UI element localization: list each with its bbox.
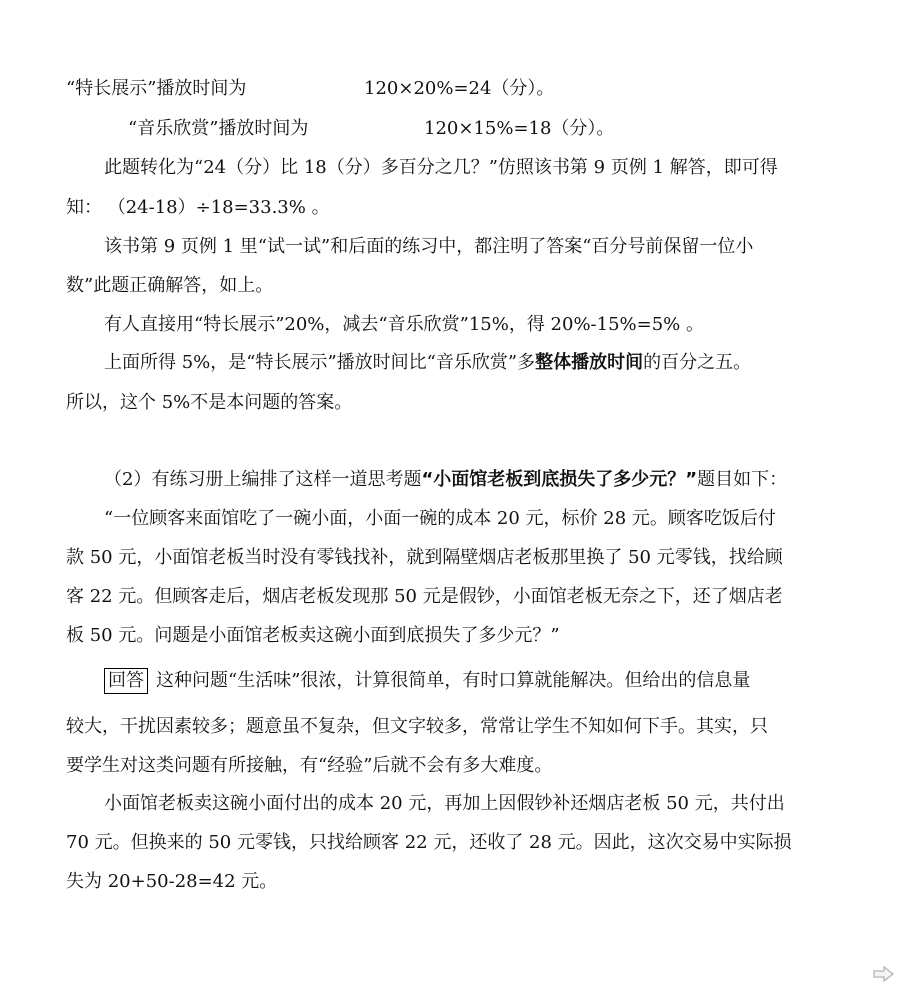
- formula: 120×20%=24（分）。: [364, 78, 555, 99]
- text-line: 要学生对这类问题有所接触，有“经验”后就不会有多大难度。: [66, 755, 553, 776]
- text-line: 客 22 元。但顾客走后，烟店老板发现那 50 元是假钞，小面馆老板无奈之下，还了烟店老: [66, 586, 783, 607]
- text-line: “一位顾客来面馆吃了一碗小面，小面一碗的成本 20 元，标价 28 元。顾客吃饭后付: [104, 508, 776, 529]
- text-line: 该书第 9 页例 1 里“试一试”和后面的练习中，都注明了答案“百分号前保留一位小: [104, 236, 754, 257]
- text-line: [104, 668, 750, 694]
- text: 上面所得 5%，是“特长展示”播放时间比“音乐欣赏”多: [104, 352, 536, 373]
- arrow-right-icon[interactable]: [873, 966, 895, 982]
- text-line: 较大，干扰因素较多；题意虽不复杂，但文字较多，常常让学生不知如何下手。其实，只: [66, 716, 768, 737]
- answer-label-box: 回答: [104, 668, 148, 694]
- text: 的百分之五。: [643, 352, 752, 373]
- bold-phrase: 整体播放时间: [535, 352, 644, 373]
- text-line: 有人直接用“特长展示”20%，减去“音乐欣赏”15%，得 20%-15%=5% 。: [104, 314, 705, 335]
- text-line: [104, 468, 787, 492]
- text-line: 小面馆老板卖这碗小面付出的成本 20 元，再加上因假钞补还烟店老板 50 元，共付出: [104, 793, 785, 814]
- bold-title: “小面馆老板到底损失了多少元？”: [421, 469, 698, 490]
- text-line: 知： （24-18）÷18=33.3% 。: [66, 197, 330, 218]
- text-line: 70 元。但换来的 50 元零钱，只找给顾客 22 元，还收了 28 元。因此，这次交易中实际损: [66, 832, 792, 853]
- text-line: 数”此题正确解答，如上。: [66, 275, 274, 296]
- text-line: 款 50 元，小面馆老板当时没有零钱找补，就到隔壁烟店老板那里换了 50 元零钱，找给顾: [66, 547, 783, 568]
- text-line: “音乐欣赏”播放时间为: [128, 118, 309, 139]
- arrow-right-icon-svg: [873, 966, 895, 982]
- text: 题目如下：: [697, 469, 788, 490]
- text-line: [104, 351, 751, 375]
- text-line: 板 50 元。问题是小面馆老板卖这碗小面到底损失了多少元？”: [66, 625, 560, 646]
- text-line: 此题转化为“24（分）比 18（分）多百分之几？”仿照该书第 9 页例 1 解答，即可得: [104, 157, 778, 178]
- formula: 120×15%=18（分）。: [424, 118, 615, 139]
- text: “特长展示”播放时间为: [66, 78, 247, 99]
- text: （2）有练习册上编排了这样一道思考题: [104, 469, 422, 490]
- text-line: 失为 20+50-28=42 元。: [66, 871, 278, 892]
- text: 这种问题“生活味”很浓，计算很简单，有时口算就能解决。但给出的信息量: [156, 670, 751, 691]
- text-line: [66, 77, 246, 101]
- text-line: 所以，这个 5%不是本问题的答案。: [66, 392, 353, 413]
